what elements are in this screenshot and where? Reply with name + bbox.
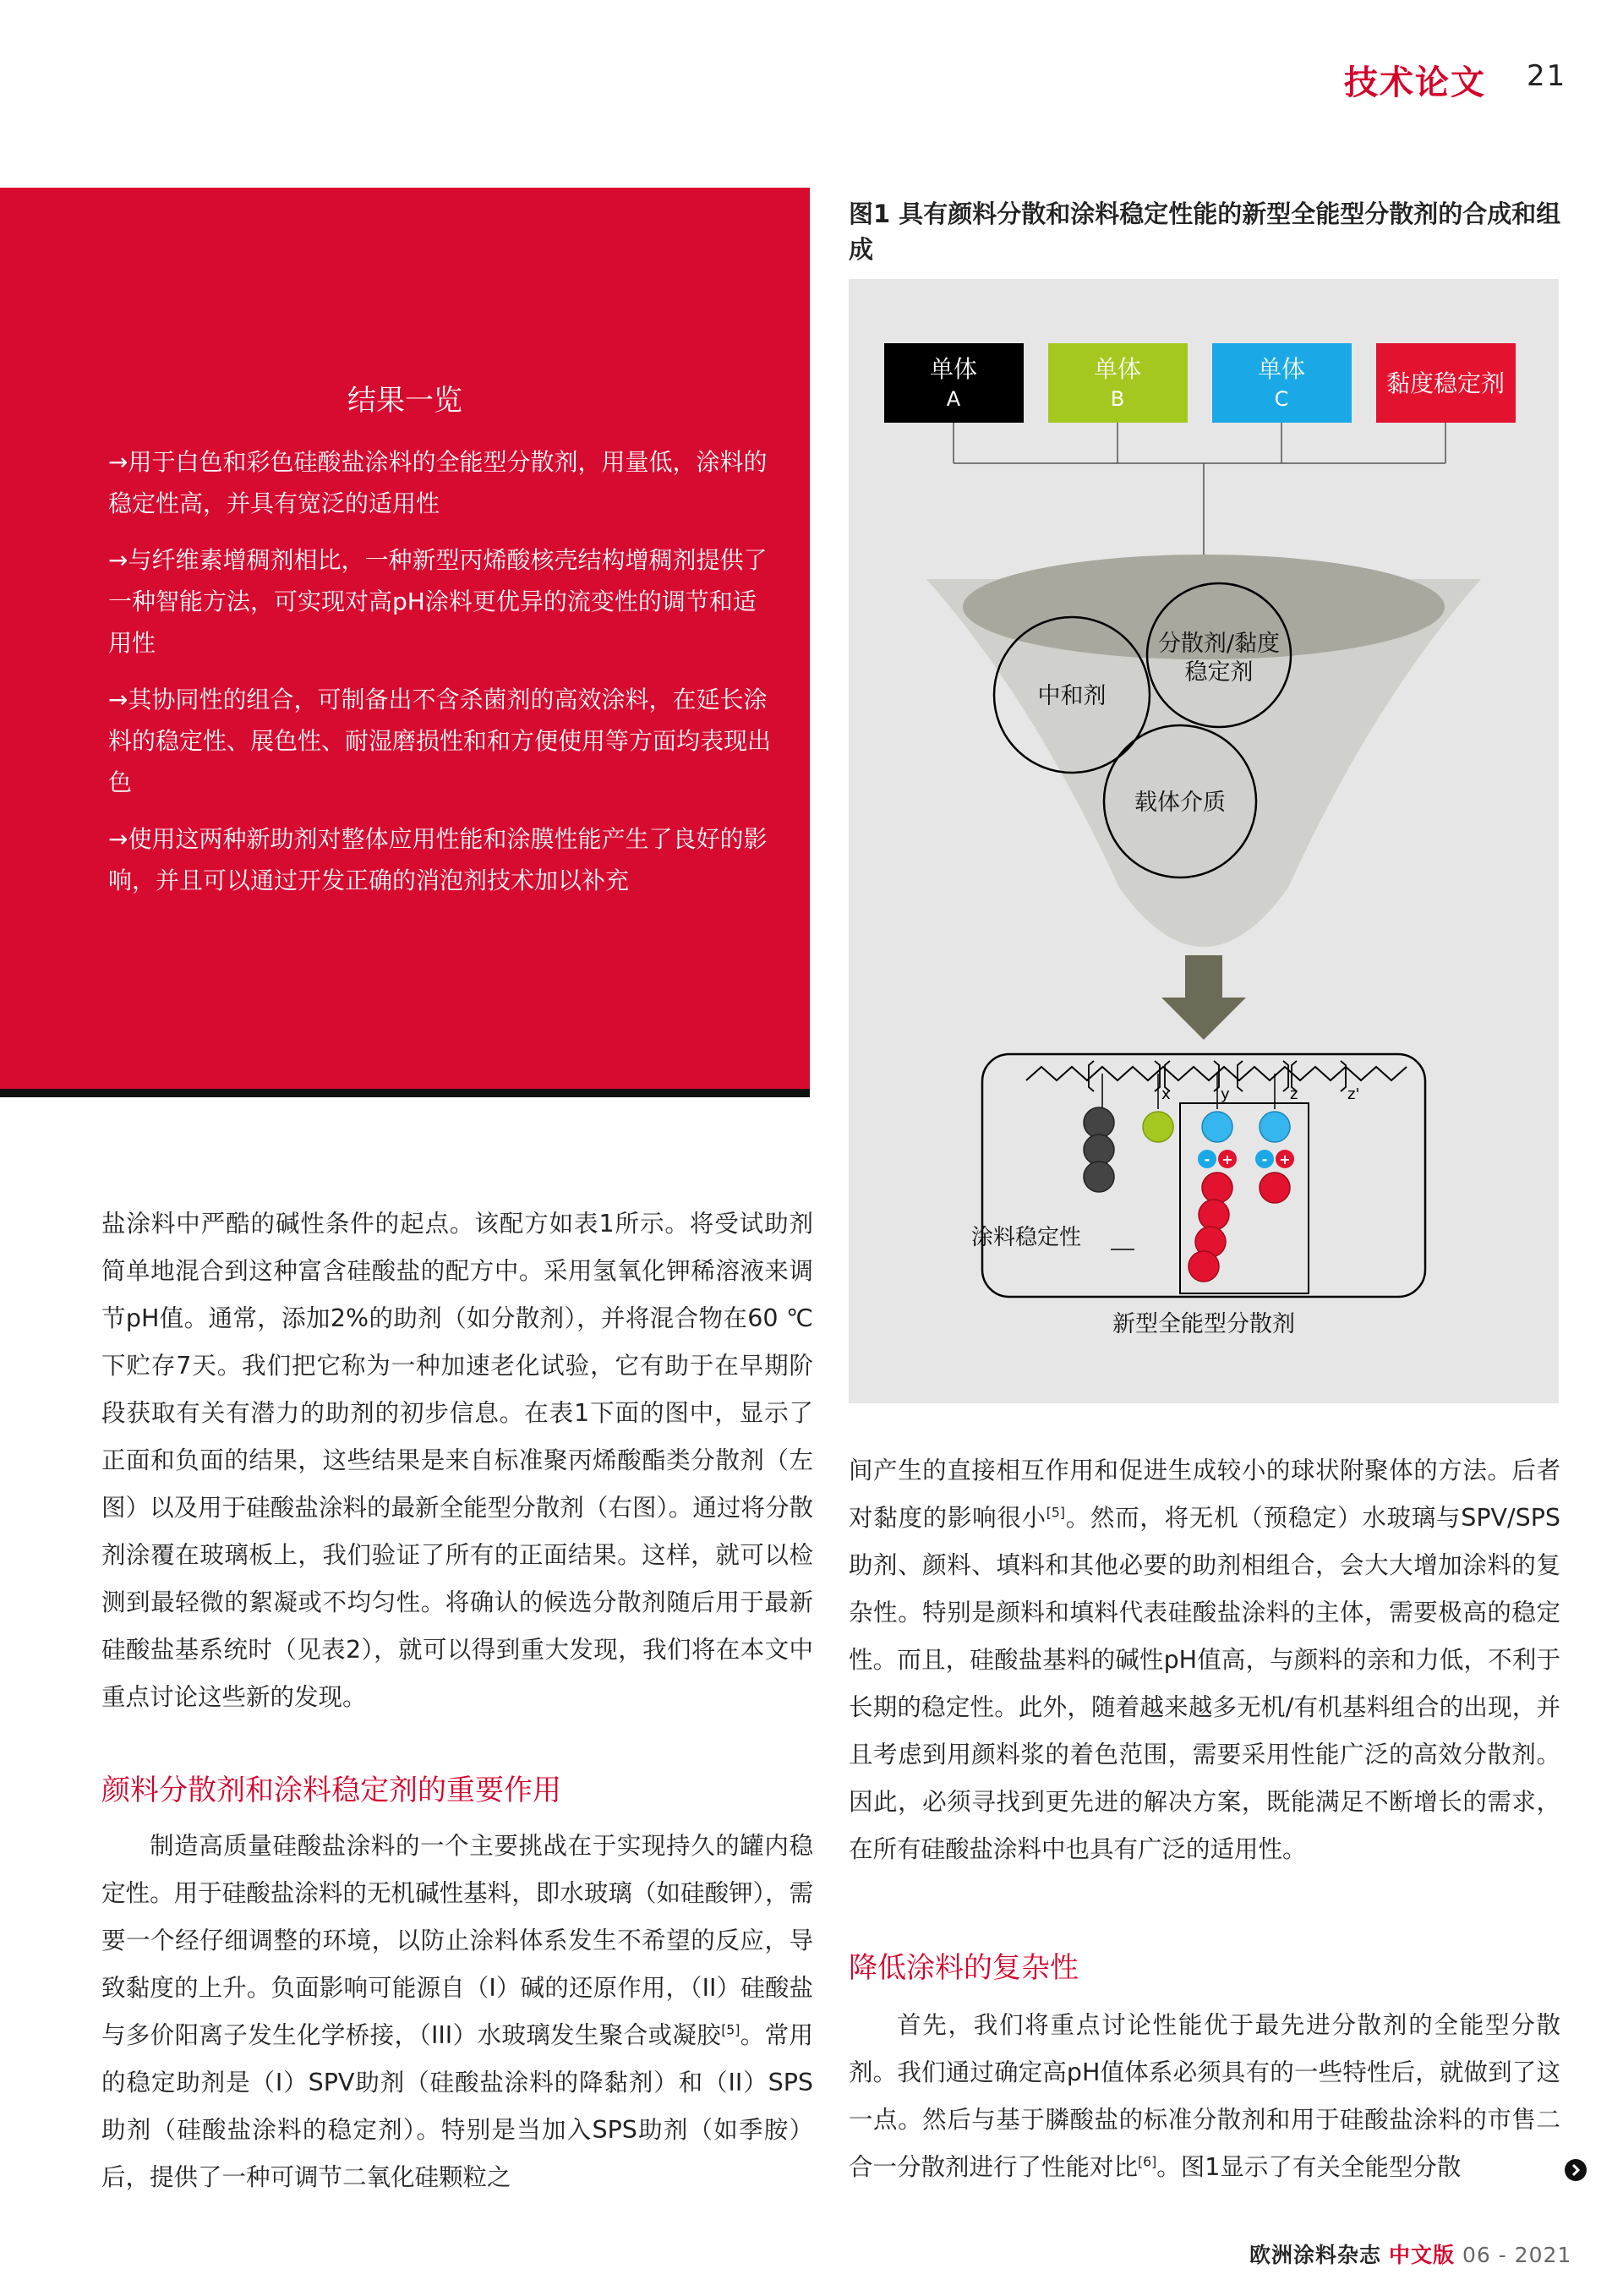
- gray-ball: [1084, 1134, 1114, 1165]
- blue-ball: [1260, 1112, 1290, 1142]
- circle-label: 载体介质: [1134, 790, 1226, 816]
- summary-item: →用于白色和彩色硅酸盐涂料的全能型分散剂，用量低，涂料的稳定性高，并具有宽泛的适用性: [108, 448, 768, 517]
- chain-index: x: [1161, 1085, 1171, 1103]
- page-number: 21: [1527, 59, 1567, 93]
- polymer-backbone: [1026, 1067, 1407, 1080]
- summary-item: →使用这两种新助剂对整体应用性能和涂膜性能产生了良好的影响，并且可以通过开发正确的消泡剂技术加以补充: [108, 825, 768, 894]
- body-paragraph: 盐涂料中严酷的碱性条件的起点。该配方如表1所示。将受试助剂简单地混合到这种富含硅酸盐的配方中。采用氢氧化钾稀溶液来调节pH值。通常，添加2%的助剂（如分散剂），并将混合物在60 ℃下贮存7天。我们把它称为一种加速老化试验，它有助于在早期阶段获取有关有潜力的助剂的初步信息。在表1下面的图中，显示了正面和负面的结果，这些结果是来自标准聚丙烯酸酯类分散剂（左图）以及用于硅酸盐涂料的最新全能型分散剂（右图）。通过将分散剂涂覆在玻璃板上，我们验证了所有的正面结果。这样，就可以检测到最轻微的絮凝或不均匀性。将确认的候选分散剂随后用于最新硅酸盐基系统时（见表2），就可以得到重大发现，我们将在本文中重点讨论这些新的发现。: [101, 1210, 813, 1711]
- box-label: B: [1110, 387, 1125, 411]
- text-run: 首先，我们将重点讨论性能优于最先进分散剂的全能型分散剂。我们通过确定高pH值体系必须具有的一些特性后，就做到了这一点。然后与基于膦酸盐的标准分散剂和用于硅酸盐涂料的市售二合一分散剂进行了性能对比: [849, 2011, 1560, 2181]
- svg-text:+: +: [1221, 1151, 1233, 1167]
- citation: [6]: [1138, 2153, 1157, 2170]
- section-heading: 降低涂料的复杂性: [849, 1951, 1079, 1985]
- green-ball: [1143, 1112, 1173, 1142]
- body-paragraph: [101, 1823, 813, 2201]
- issue-label: 06 - 2021: [1462, 2243, 1572, 2267]
- text-run: 。常用的稳定助剂是（I）SPV助剂（硅酸盐涂料的降黏剂）和（II）SPS助剂（硅酸盐涂料的稳定剂）。特别是当加入SPS助剂（如季胺）后，提供了一种可调节二氧化硅颗粒之: [101, 2021, 813, 2191]
- red-ball: [1189, 1251, 1219, 1282]
- svg-text:+: +: [1279, 1151, 1291, 1167]
- red-ball: [1260, 1173, 1290, 1203]
- footer: [1249, 2239, 1571, 2269]
- box-label: 黏度稳定剂: [1385, 369, 1506, 397]
- box-label: A: [946, 387, 961, 411]
- text-run: 。图1显示了有关全能型分散: [1156, 2153, 1462, 2181]
- svg-text:-: -: [1204, 1151, 1210, 1167]
- red-ball: [1199, 1200, 1229, 1230]
- summary-list: [108, 441, 776, 916]
- box-label: 单体: [1093, 355, 1142, 383]
- gray-ball: [1084, 1107, 1114, 1138]
- chain-index: z': [1347, 1085, 1360, 1103]
- journal-name: 欧洲涂料杂志: [1249, 2243, 1382, 2267]
- stability-label: 涂料稳定性: [970, 1225, 1082, 1250]
- figure-1: [849, 279, 1559, 1403]
- circle-label: 分散剂/黏度: [1157, 631, 1281, 657]
- citation: [5]: [1046, 1504, 1065, 1521]
- figure-caption: 图1 具有颜料分散和涂料稳定性能的新型全能型分散剂的合成和组成: [849, 200, 1561, 264]
- svg-text:-: -: [1261, 1151, 1268, 1167]
- box-label: C: [1274, 387, 1289, 411]
- text-run: 间产生的直接相互作用和促进生成较小的球状附聚体的方法。后者对黏度的影响很小: [849, 1457, 1560, 1532]
- body-paragraph: [849, 2002, 1560, 2191]
- summary-divider: [0, 1089, 810, 1097]
- section-heading: 颜料分散剂和涂料稳定剂的重要作用: [101, 1774, 561, 1807]
- product-label: 新型全能型分散剂: [1112, 1311, 1295, 1337]
- text-run: 。然而，将无机（预稳定）水玻璃与SPV/SPS助剂、颜料、填料和其他必要的助剂相组合，会大大增加涂料的复杂性。特别是颜料和填料代表硅酸盐涂料的主体，需要极高的稳定性。而且，硅酸盐基料的碱性pH值高，与颜料的亲和力低，不利于长期的稳定性。此外，随着越来越多无机/有机基料组合的出现，并且考虑到用颜料浆的着色范围，需要采用性能广泛的高效分散剂。因此，必须寻找到更先进的解决方案，既能满足不断增长的需求，在所有硅酸盐涂料中也具有广泛的适用性。: [849, 1504, 1560, 1863]
- box-label: 单体: [929, 355, 978, 383]
- continue-arrow-icon[interactable]: [1564, 2158, 1587, 2182]
- box-label: 单体: [1257, 355, 1306, 383]
- circle-label: 中和剂: [1037, 683, 1107, 709]
- citation: [5]: [721, 2021, 740, 2038]
- chain-index: z: [1290, 1085, 1298, 1103]
- red-ball: [1202, 1173, 1232, 1203]
- blue-ball: [1202, 1112, 1232, 1142]
- circle-label: 稳定剂: [1184, 659, 1254, 686]
- chain-index: y: [1221, 1085, 1230, 1103]
- section-title: 技术论文: [1344, 63, 1486, 102]
- summary-title: 结果一览: [347, 384, 462, 418]
- text-run: 制造高质量硅酸盐涂料的一个主要挑战在于实现持久的罐内稳定性。用于硅酸盐涂料的无机碱性基料，即水玻璃（如硅酸钾），需要一个经仔细调整的环境，以防止涂料体系发生不希望的反应，导致黏度的上升。负面影响可能源自（I）碱的还原作用，（II）硅酸盐与多价阳离子发生化学桥接，（III）水玻璃发生聚合或凝胶: [101, 1832, 813, 2049]
- body-paragraph: [849, 1447, 1560, 1873]
- gray-ball: [1084, 1162, 1114, 1192]
- figure-diagram: [849, 279, 1559, 1403]
- down-arrow-icon: [1161, 955, 1246, 1040]
- edition-label: 中文版: [1388, 2243, 1455, 2267]
- summary-item: →其协同性的组合，可制备出不含杀菌剂的高效涂料，在延长涂料的稳定性、展色性、耐湿磨损性和和方便使用等方面均表现出色: [108, 686, 772, 796]
- summary-item: →与纤维素增稠剂相比，一种新型丙烯酸核壳结构增稠剂提供了一种智能方法，可实现对高pH涂料更优异的流变性的调节和适用性: [108, 546, 768, 657]
